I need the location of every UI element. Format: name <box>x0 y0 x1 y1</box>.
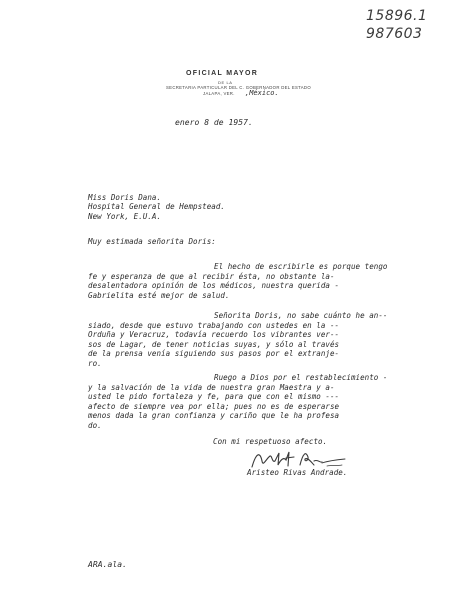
paragraph-1-line: Gabrielita esté mejor de salud. <box>88 290 230 300</box>
recipient-institution: Hospital General de Hempstead. <box>88 202 225 211</box>
paragraph-3-line: usted le pido fortaleza y fe, para que con el mismo --- <box>88 392 340 401</box>
closing: Con mi respetuoso afecto. <box>213 437 328 446</box>
archive-number-2: 987603 <box>366 26 423 42</box>
paragraph-2-line: siado, desde que estuvo trabajando con ustedes en la -- <box>88 320 340 330</box>
paragraph-2-line: Orduña y Veracruz, todavía recuerdo los vibrantes ver-- <box>88 330 340 339</box>
paragraph-3-line: y la salvación de la vida de nuestra gran Maestra y a- <box>88 382 335 392</box>
letterhead-place: ,México. <box>245 89 279 97</box>
paragraph-3 <box>88 373 387 430</box>
letterhead-line2: JALAPA, VER. <box>203 91 235 96</box>
paragraph-1-line: fe y esperanza de que al recibir ésta, no obstante la- <box>88 271 335 281</box>
salutation: Muy estimada señorita Doris: <box>88 237 216 246</box>
paragraph-2-line: sos de Lagar, de tener noticias suyas, y sólo al través <box>88 339 340 349</box>
typist-initials: ARA.ala. <box>88 560 127 569</box>
letterhead-line1: SECRETARIA PARTICULAR DEL C. GOBERNADOR DEL ESTADO <box>166 85 311 90</box>
paragraph-3-line: Ruego a Dios por el restablecimiento - <box>214 373 388 382</box>
paragraph-3-line: do. <box>88 420 102 430</box>
paragraph-1 <box>88 262 387 300</box>
paragraph-1-line: El hecho de escribirle es porque tengo <box>214 262 388 271</box>
recipient-location: New York, E.U.A. <box>88 212 162 221</box>
paragraph-3-line: menos dada la gran confianza y cariño que le ha profesa <box>88 411 340 420</box>
letterhead-de-la: DE LA <box>218 80 233 85</box>
archive-number-1: 15896.1 <box>366 8 428 24</box>
recipient-name: Miss Doris Dana. <box>88 193 162 202</box>
paragraph-2-line: Señorita Doris, no sabe cuánto he an-- <box>214 311 388 320</box>
paragraph-2-line: de la prensa venía siguiendo sus pasos por el extranje- <box>88 349 340 358</box>
paragraph-1-line: desalentadora opinión de los médicos, nuestra querida - <box>88 281 340 290</box>
letter-date: enero 8 de 1957. <box>175 118 253 127</box>
signer-name: Aristeo Rivas Andrade. <box>247 468 348 477</box>
letterhead-title: OFICIAL MAYOR <box>186 70 259 77</box>
paragraph-2-line: ro. <box>88 358 102 368</box>
paragraph-2 <box>88 311 387 368</box>
paragraph-3-line: afecto de siempre vea por ella; pues no es de esperarse <box>88 401 340 411</box>
